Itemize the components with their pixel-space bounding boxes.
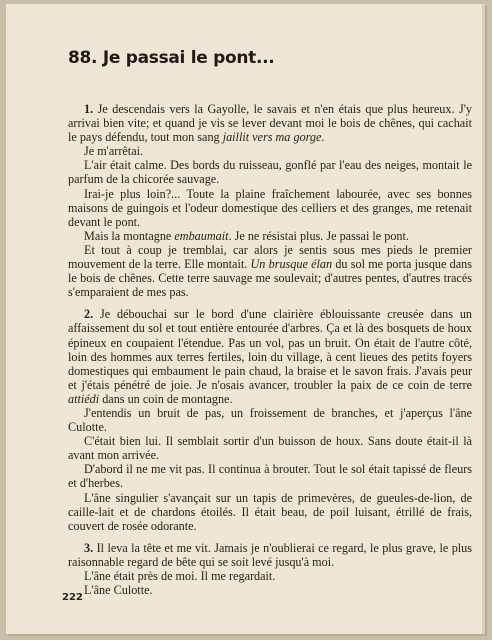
chapter-title: 88. Je passai le pont... <box>68 48 275 68</box>
paragraph <box>68 569 472 583</box>
paragraph <box>68 583 472 597</box>
text-run: . Je ne résistai plus. Je passai le pont. <box>228 228 409 243</box>
text-run: L'âne Culotte. <box>84 583 153 598</box>
paragraph <box>68 144 472 158</box>
text-run: Et tout à coup je tremblai, car alors je sentis sous mes pieds le premier mouvement de la terre. Elle montait. <box>68 242 472 272</box>
text-run: J'entendis un bruit de pas, un froissement de branches, et j'aperçus l'âne Culotte. <box>68 405 472 435</box>
text-body <box>68 102 472 597</box>
book-page <box>6 4 485 634</box>
paragraph <box>68 158 472 186</box>
text-run: L'âne singulier s'avançait sur un tapis de primevères, de gueules-de-lion, de caille-lait et de chardons étoilés. Il était beau, de poil luisant, étrillé de frais, couvert de rosée odorante. <box>68 490 472 533</box>
text-run: L'âne était près de moi. Il me regardait. <box>84 569 276 583</box>
section-number: 3. <box>84 540 94 555</box>
paragraph <box>68 462 472 490</box>
paragraph <box>68 229 472 243</box>
page-number: 222 <box>62 592 83 603</box>
paragraph <box>68 434 472 462</box>
text-run: dans un coin de montagne. <box>99 391 233 406</box>
text-run: . <box>321 130 325 145</box>
text-run: Je débouchai sur le bord d'une clairière éblouissante creusée dans un affaissement du sol et tout entière entourée d'arbres. Ça et là des bosquets de houx épineux en coupaient l'étendue. Pas un vol, pas un bruit. On était de l'autre côté, loin des hommes aux terres fertiles, loin du village, à cent lieues des petits foyers domestiques qui embaument le pain chaud, la braise et le savon frais. J'avais peur et j'étais pénétré de joie. Je n'osais avancer, troubler la paix de ce coin de terre <box>68 307 473 392</box>
emphasis-text: attiédi <box>68 391 100 406</box>
paragraph <box>68 243 472 299</box>
text-run: Il leva la tête et me vit. Jamais je n'oublierai ce regard, le plus grave, le plus raisonnable regard de bête qui se soit levé jusqu'à moi. <box>68 540 473 569</box>
text-run: Je m'arrêtai. <box>84 144 144 159</box>
paragraph <box>68 491 472 533</box>
paragraph <box>68 102 472 144</box>
text-run: C'était bien lui. Il semblait sortir d'un buisson de houx. Sans doute était-il là avant mon arrivée. <box>68 434 472 463</box>
text-run: D'abord il ne me vit pas. Il continua à brouter. Tout le sol était tapissé de fleurs et d'herbes. <box>68 462 472 491</box>
paragraph <box>68 307 472 406</box>
section-number: 1. <box>84 102 94 116</box>
emphasis-text: embaumait <box>174 228 229 243</box>
text-run: du sol me porta jusque dans le bois de chênes. Cette terre sauvage me soulevait; d'autres pentes, d'autres tracés s'emparaient de mes pas. <box>68 257 472 300</box>
text-run: Irai-je plus loin?... Toute la plaine fraîchement labourée, avec ses bonnes maisons de guingois et l'odeur domestique des celliers et des granges, me retenait devant le pont. <box>68 186 472 229</box>
text-run: Mais la montagne <box>84 228 175 243</box>
text-run: L'air était calme. Des bords du ruisseau, gonflé par l'eau des neiges, montait le parfum de la chicorée sauvage. <box>68 158 472 187</box>
text-run: Je descendais vers la Gayolle, le savais et n'en étais que plus heureux. J'y arrivai bien vite; et quand je vis se lever devant moi le bois de chênes, qui cachait le pays défendu, tout mon sang <box>68 102 473 145</box>
emphasis-text: Un brusque élan <box>250 257 333 272</box>
emphasis-text: jaillit vers ma gorge <box>222 130 322 145</box>
paragraph <box>68 406 472 434</box>
section-number: 2. <box>84 307 94 322</box>
paragraph <box>68 187 472 229</box>
paragraph <box>68 541 472 569</box>
